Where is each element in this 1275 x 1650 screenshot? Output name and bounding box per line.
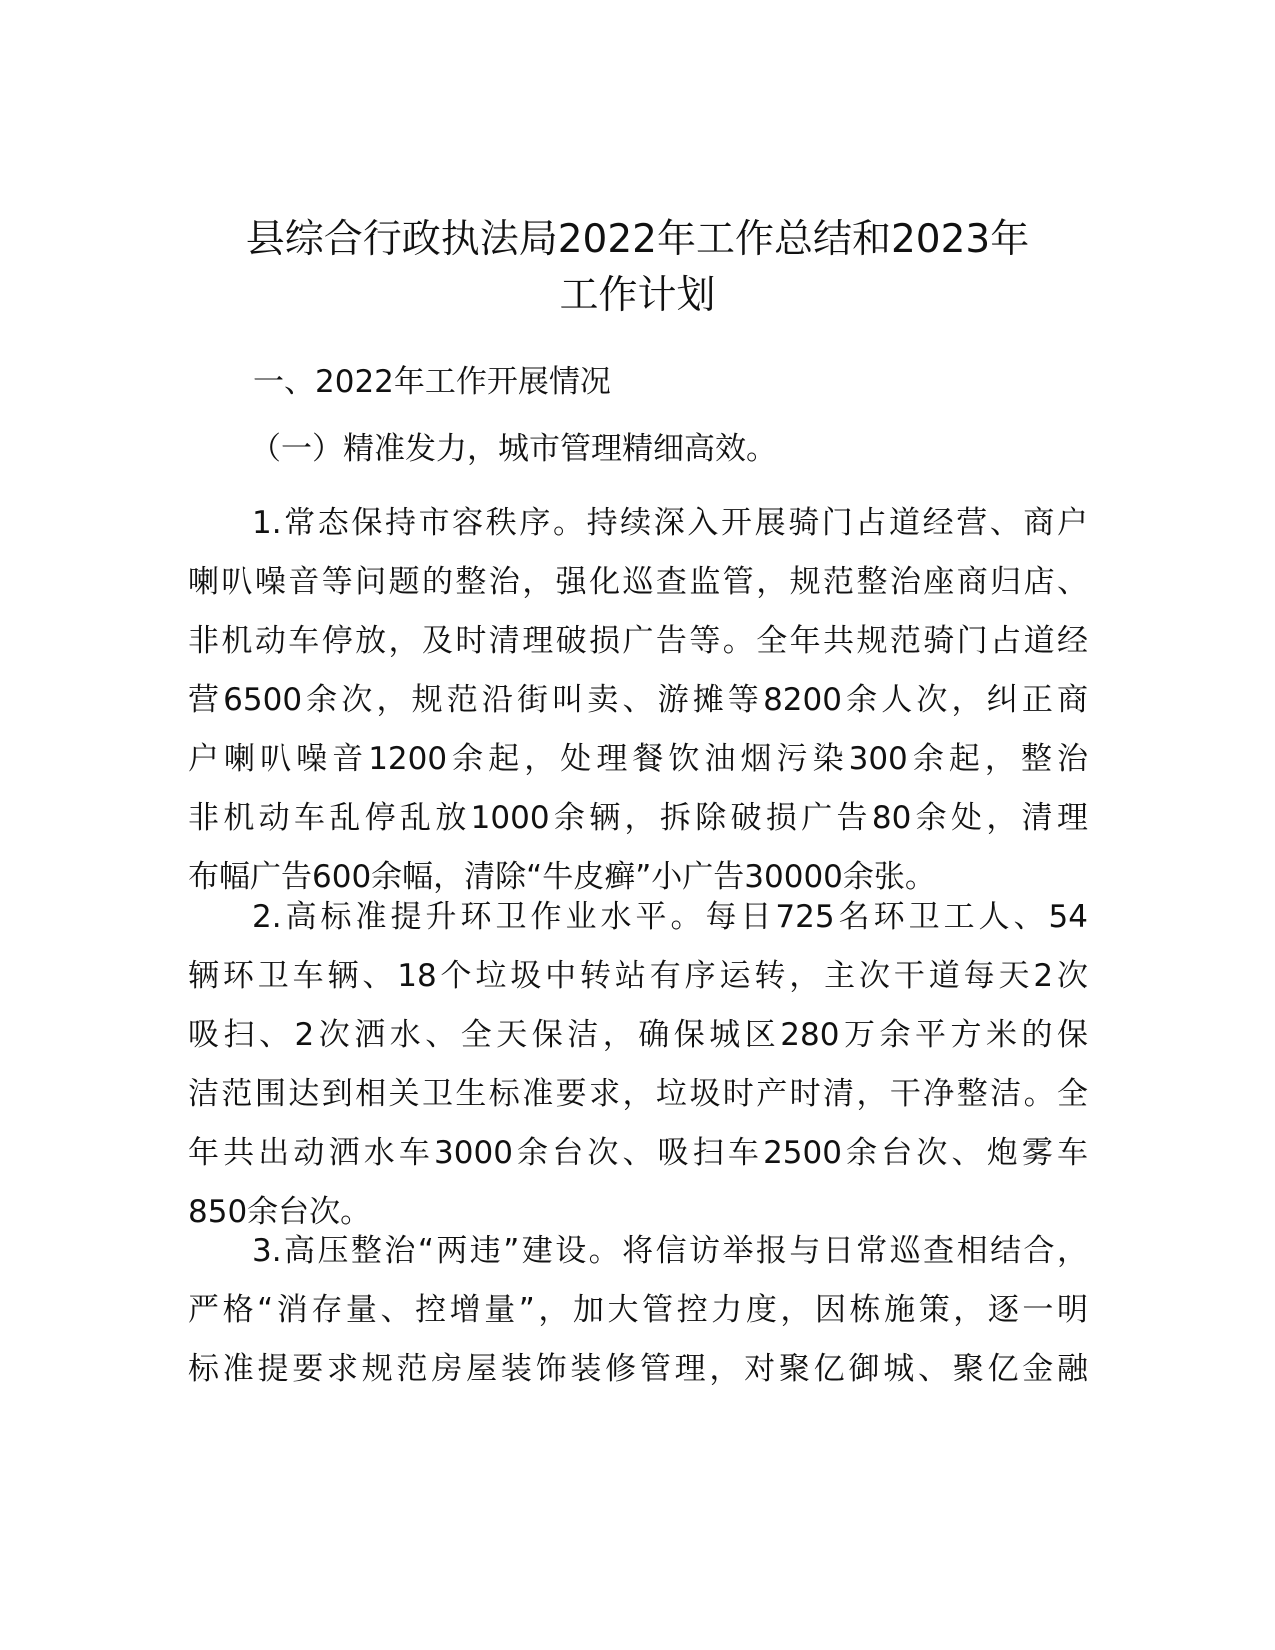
paragraph-line: 喇叭噪音等问题的整治，强化巡查监管，规范整治座商归店、 xyxy=(188,564,1088,600)
document-title xyxy=(150,212,1125,324)
title-line-2: 工作计划 xyxy=(559,273,716,318)
subsection-heading: （一）精准发力，城市管理精细高效。 xyxy=(250,431,777,467)
paragraph-line: 洁范围达到相关卫生标准要求，垃圾时产时清，干净整洁。全 xyxy=(188,1076,1088,1112)
paragraph-line: 布幅广告600余幅，清除“牛皮癣”小广告30000余张。 xyxy=(188,859,936,895)
section-heading: 一、2022年工作开展情况 xyxy=(253,364,611,400)
paragraph-line: 标准提要求规范房屋装饰装修管理，对聚亿御城、聚亿金融 xyxy=(188,1351,1088,1387)
paragraph-line: 2.高标准提升环卫作业水平。每日725名环卫工人、54 xyxy=(252,899,1088,935)
paragraph-line: 辆环卫车辆、18个垃圾中转站有序运转，主次干道每天2次 xyxy=(188,958,1088,994)
title-line-1: 县综合行政执法局2022年工作总结和2023年 xyxy=(245,217,1030,262)
paragraph-2 xyxy=(188,888,1088,1242)
paragraph-line: 年共出动洒水车3000余台次、吸扫车2500余台次、炮雾车 xyxy=(188,1135,1088,1171)
paragraph-line: 吸扫、2次洒水、全天保洁，确保城区280万余平方米的保 xyxy=(188,1017,1088,1053)
paragraph-3 xyxy=(188,1222,1088,1399)
paragraph-line: 3.高压整治“两违”建设。将信访举报与日常巡查相结合， xyxy=(252,1233,1088,1269)
paragraph-line: 营6500余次，规范沿街叫卖、游摊等8200余人次，纠正商 xyxy=(188,682,1088,718)
paragraph-line: 非机动车乱停乱放1000余辆，拆除破损广告80余处，清理 xyxy=(188,800,1088,836)
paragraph-line: 850余台次。 xyxy=(188,1194,372,1230)
paragraph-line: 严格“消存量、控增量”，加大管控力度，因栋施策，逐一明 xyxy=(188,1292,1088,1328)
paragraph-1 xyxy=(188,494,1088,907)
paragraph-line: 非机动车停放，及时清理破损广告等。全年共规范骑门占道经 xyxy=(188,623,1088,659)
paragraph-line: 1.常态保持市容秩序。持续深入开展骑门占道经营、商户 xyxy=(252,505,1088,541)
paragraph-line: 户喇叭噪音1200余起，处理餐饮油烟污染300余起，整治 xyxy=(188,741,1088,777)
